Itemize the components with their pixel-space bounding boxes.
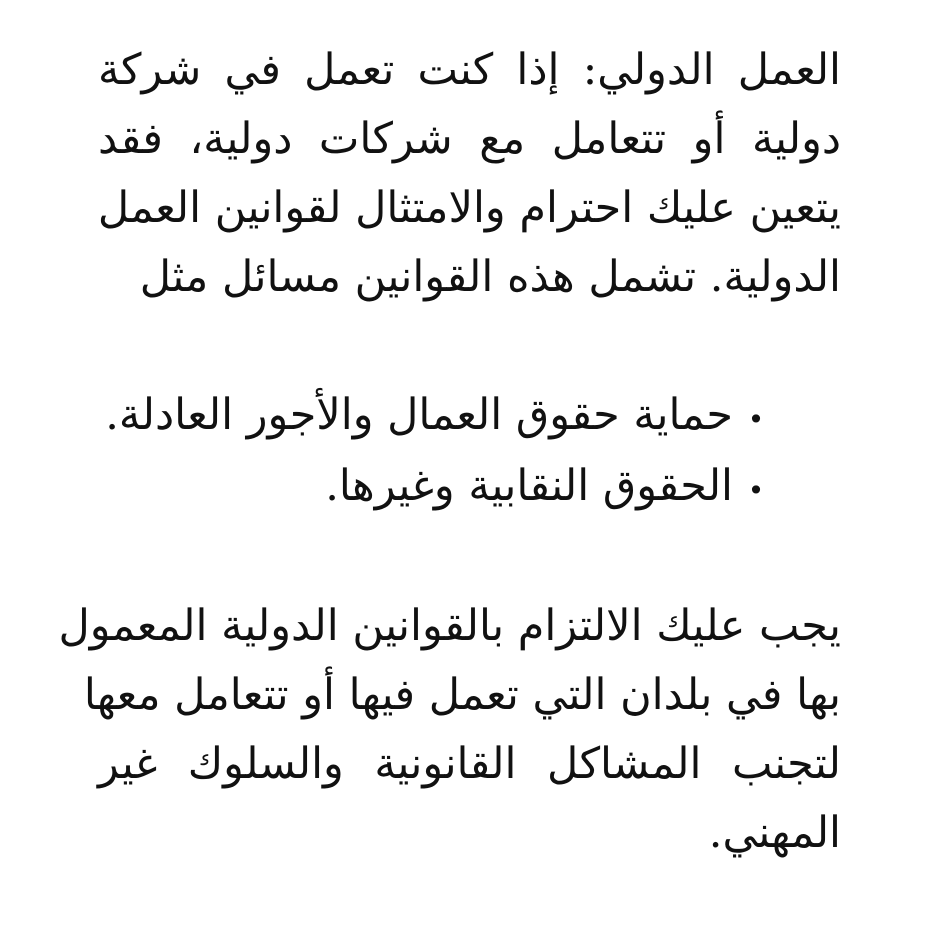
list-item	[98, 453, 779, 524]
paragraph-line: لتجنب المشاكل القانونية والسلوك غير	[98, 739, 841, 789]
bullet-icon: •	[747, 403, 765, 436]
paragraph-line: المهني.	[708, 808, 841, 858]
list-item	[98, 382, 779, 453]
paragraph-line: يتعين عليك احترام والامتثال لقوانين العمل	[97, 183, 841, 233]
closing-paragraph	[58, 592, 841, 868]
list-item-text: الحقوق النقابية وغيرها.	[325, 461, 733, 511]
paragraph-line: دولية أو تتعامل مع شركات دولية، فقد	[98, 114, 841, 164]
intro-paragraph	[98, 36, 841, 312]
paragraph-line: الدولية. تشمل هذه القوانين مسائل مثل	[139, 252, 841, 302]
paragraph-line: يجب عليك الالتزام بالقوانين الدولية المعمول	[58, 601, 841, 651]
spacer	[98, 524, 841, 592]
paragraph-line: بها في بلدان التي تعمل فيها أو تتعامل معها	[83, 670, 841, 720]
spacer	[98, 312, 841, 382]
list-item-text: حماية حقوق العمال والأجور العادلة.	[105, 390, 733, 440]
bullet-list	[98, 382, 841, 524]
bullet-icon: •	[747, 474, 765, 507]
paragraph-line: العمل الدولي: إذا كنت تعمل في شركة	[98, 45, 841, 95]
